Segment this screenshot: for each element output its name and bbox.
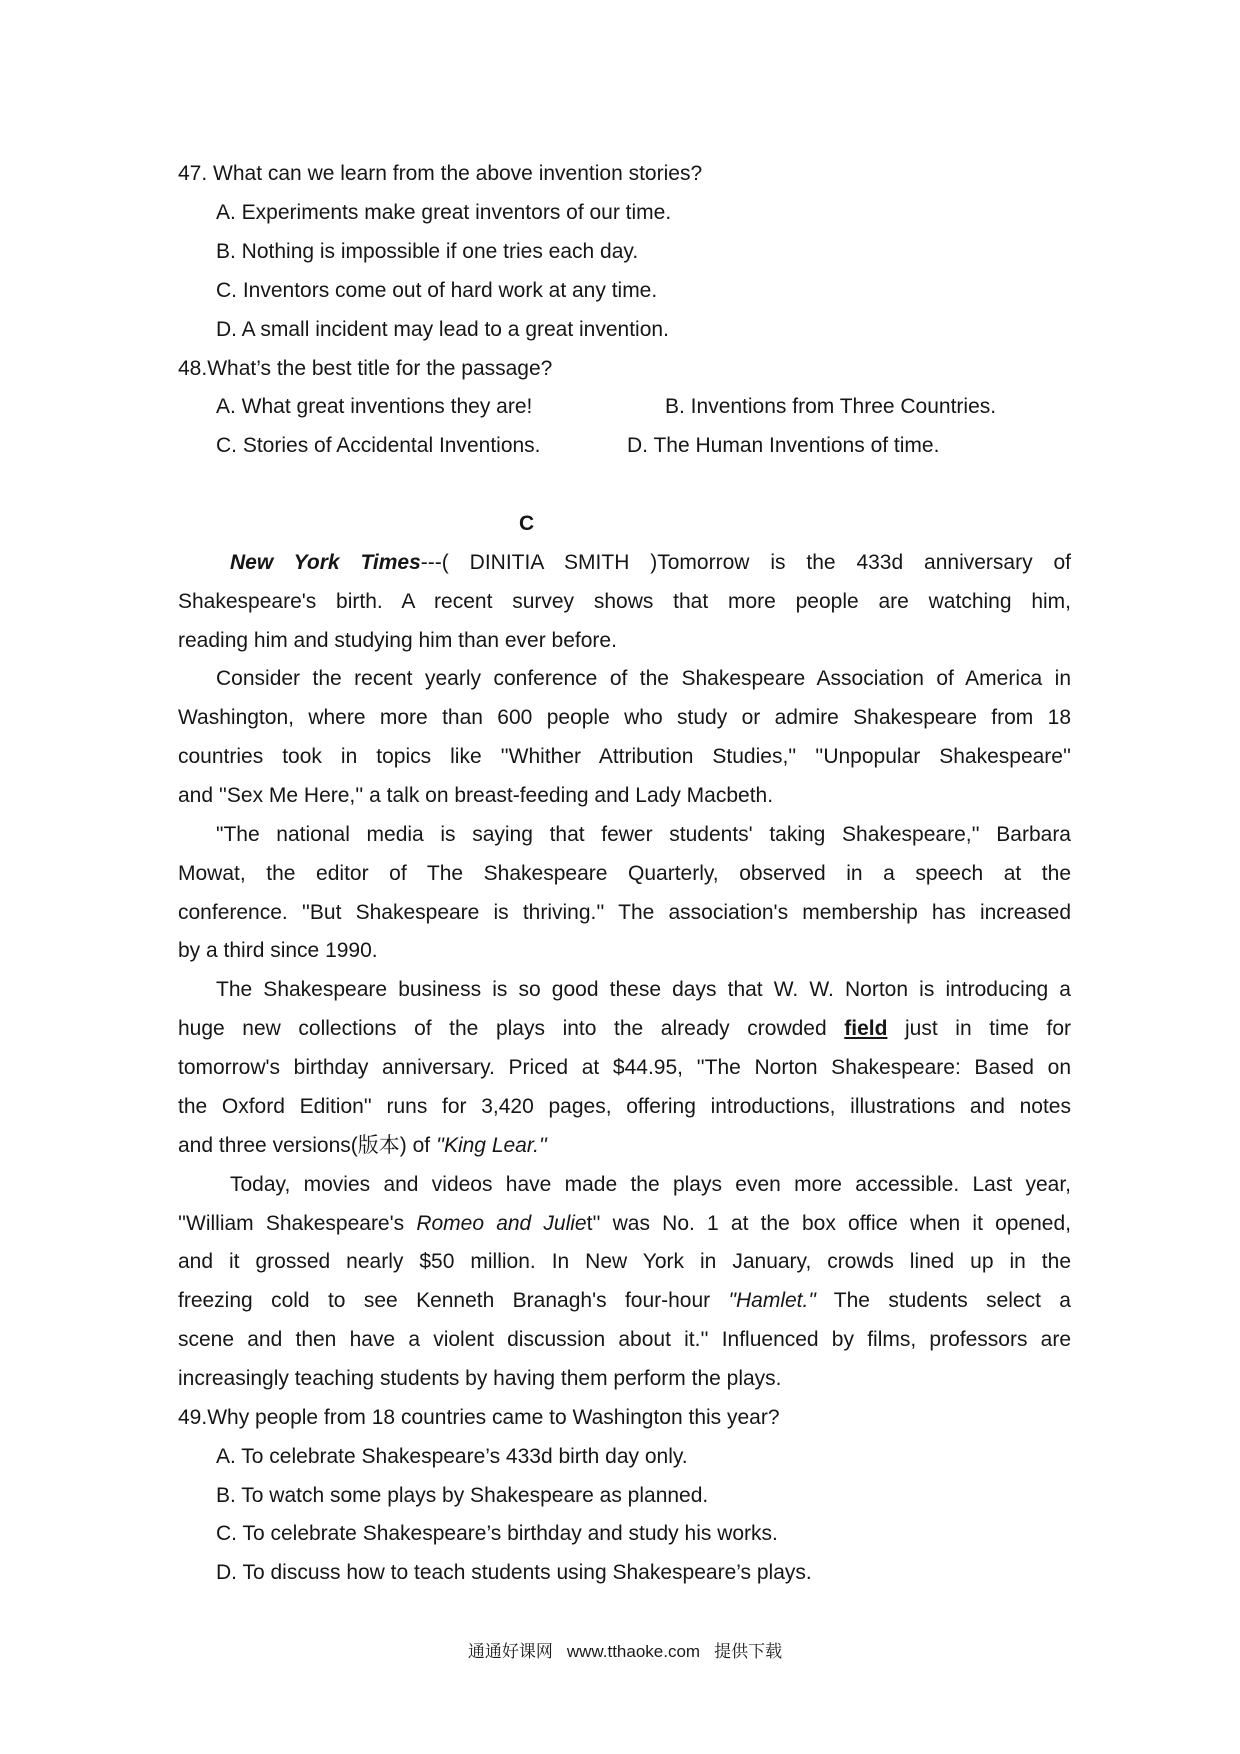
passage-line [178,1282,1071,1321]
question-47-option-a: A. Experiments make great inventors of our time. [216,201,672,225]
passage-paragraph [178,816,1071,971]
passage-paragraph [178,971,1071,1165]
passage-line: The Shakespeare business is so good these days that W. W. Norton is introducing a [216,978,1071,1002]
passage-line [178,1205,1071,1244]
underlined-word: field [844,1017,888,1041]
italic-title: ''King Lear.'' [435,1133,547,1157]
passage-line: Shakespeare's birth. A recent survey shows that more people are watching him, [178,589,1071,613]
question-49-stem: 49.Why people from 18 countries came to Washington this year? [178,1405,780,1429]
question-49-option-b: B. To watch some plays by Shakespeare as planned. [216,1483,709,1507]
passage-line: Today, movies and videos have made the plays even more accessible. Last year, [230,1172,1071,1196]
passage [178,544,1071,1399]
line-text: ''William Shakespeare's [178,1211,417,1235]
question-48-option-d: D. The Human Inventions of time. [627,434,940,458]
exam-page-content [178,155,1071,1593]
question-48-option-b: B. Inventions from Three Countries. [665,395,997,419]
question-48-option-row [178,388,1071,427]
passage-line [178,1127,1071,1166]
passage-line: scene and then have a violent discussion about it.'' Influenced by films, professors are [178,1328,1071,1352]
question-47-option-c: C. Inventors come out of hard work at any time. [216,278,658,302]
passage-line: countries took in topics like ''Whither Attribution Studies,'' ''Unpopular Shakespeare'' [178,745,1071,769]
italic-title: "Hamlet." [728,1289,816,1313]
line-text: freezing cold to see Kenneth Branagh's four-hour [178,1289,729,1313]
question-49-option-c: C. To celebrate Shakespeare’s birthday and study his works. [216,1522,778,1546]
passage-line: tomorrow's birthday anniversary. Priced at $44.95, ''The Norton Shakespeare: Based on [178,1056,1071,1080]
passage-line: Consider the recent yearly conference of the Shakespeare Association of America in [216,667,1071,691]
passage-line: "The national media is saying that fewer students' taking Shakespeare,'' Barbara [216,822,1071,846]
line-text: ---( DINITIA SMITH )Tomorrow is the 433d anniversary of [420,550,1071,574]
question-47-stem: 47. What can we learn from the above invention stories? [178,162,703,186]
passage-line: the Oxford Edition'' runs for 3,420 pages, offering introductions, illustrations and notes [178,1094,1071,1118]
section-heading: C [519,512,535,536]
passage-line [178,544,1071,583]
question-49-option-a: A. To celebrate Shakespeare’s 433d birth day only. [216,1444,688,1468]
line-text: and three versions(版本) of [178,1133,436,1157]
line-text: just in time for [887,1017,1071,1041]
italic-title: Romeo and Julie [416,1211,587,1235]
passage-line: by a third since 1990. [178,939,378,963]
question-48-option-c: C. Stories of Accidental Inventions. [216,434,541,458]
passage-paragraph [178,660,1071,815]
footer-url: www.tthaoke.com [566,1642,701,1661]
footer-note: 提供下载 [714,1642,783,1661]
passage-line: reading him and studying him than ever before. [178,628,617,652]
blank-line [178,466,1071,505]
question-47-option-b: B. Nothing is impossible if one tries each day. [216,240,639,264]
passage-line: Washington, where more than 600 people who study or admire Shakespeare from 18 [178,706,1071,730]
passage-line: Mowat, the editor of The Shakespeare Quarterly, observed in a speech at the [178,861,1071,885]
passage-line: and it grossed nearly $50 million. In New York in January, crowds lined up in the [178,1250,1071,1274]
line-text: huge new collections of the plays into the already crowded [178,1017,845,1041]
passage-paragraph [178,544,1071,661]
passage-paragraph [178,1166,1071,1399]
passage-line: increasingly teaching students by having them perform the plays. [178,1366,782,1390]
footer-credit [425,1640,825,1664]
question-47-option-d: D. A small incident may lead to a great invention. [216,317,669,341]
line-text: t'' was No. 1 at the box office when it opened, [586,1211,1071,1235]
question-48-option-a: A. What great inventions they are! [216,395,533,419]
footer-site-name: 通通好课网 [467,1642,553,1661]
question-48-option-row [178,427,1071,466]
question-49-option-d: D. To discuss how to teach students using Shakespeare’s plays. [216,1561,812,1585]
source-name: New York Times [230,550,421,574]
passage-line [178,1010,1071,1049]
passage-line: and ''Sex Me Here,'' a talk on breast-feeding and Lady Macbeth. [178,784,774,808]
question-48-stem: 48.What’s the best title for the passage? [178,356,553,380]
passage-line: conference. ''But Shakespeare is thriving.'' The association's membership has increased [178,900,1071,924]
line-text: The students select a [815,1289,1071,1313]
